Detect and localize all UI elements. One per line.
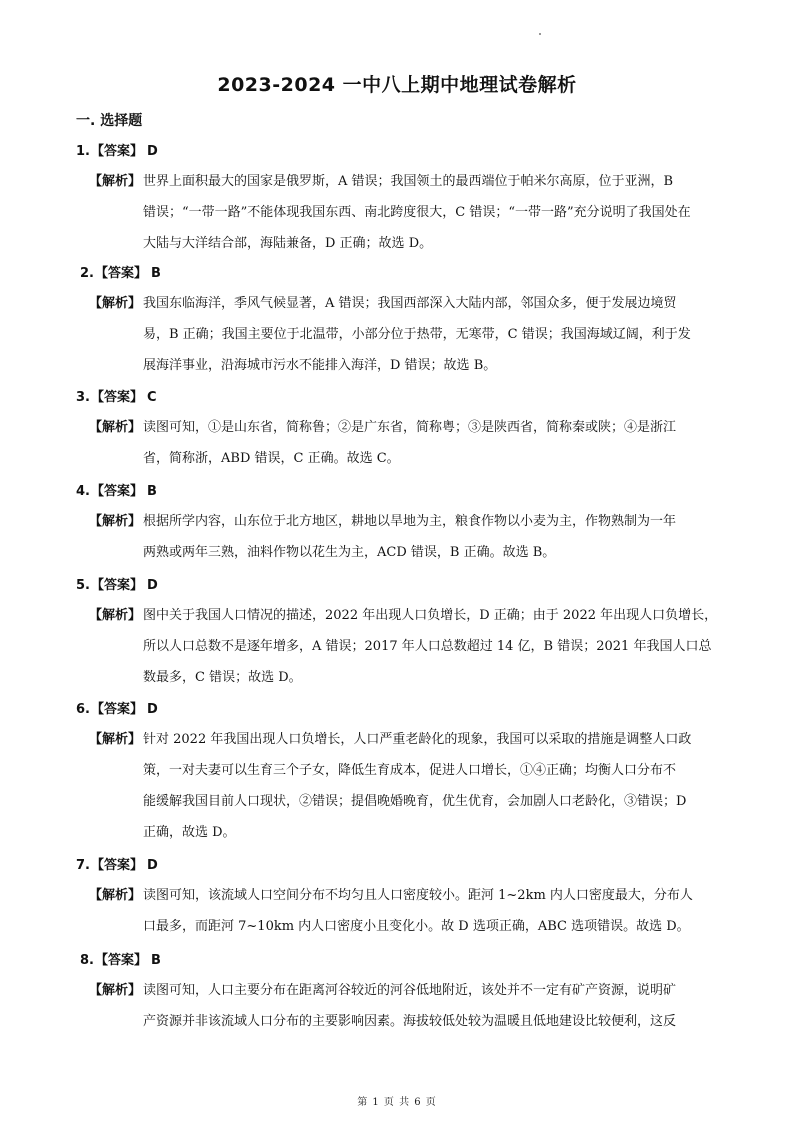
analysis-line: 省，简称浙，ABD 错误，C 正确。故选 C。	[143, 451, 400, 466]
page-title: 2023-2024 一中八上期中地理试卷解析	[217, 74, 577, 96]
answer-tag: 【答案】	[90, 390, 143, 405]
question-number: 7.	[76, 858, 90, 873]
page-footer: 第 1 页 共 6 页	[357, 1097, 437, 1108]
question-answer-line	[76, 577, 158, 595]
answer-letter: B	[147, 484, 157, 499]
section-heading: 一. 选择题	[76, 113, 143, 129]
answer-tag: 【答案】	[90, 484, 143, 499]
question-number: 5.	[76, 578, 90, 593]
analysis-tag: 【解析】	[89, 983, 142, 998]
question-number: 3.	[76, 390, 90, 405]
answer-tag: 【答案】	[90, 858, 143, 873]
analysis-line: 大陆与大洋结合部，海陆兼备，D 正确；故选 D。	[143, 236, 433, 251]
analysis-line: 我国东临海洋，季风气候显著，A 错误；我国西部深入大陆内部，邻国众多，便于发展边境贸	[143, 296, 677, 311]
analysis-line: 易，B 正确；我国主要位于北温带，小部分位于热带，无寒带，C 错误；我国海域辽阔，利于发	[143, 327, 691, 342]
answer-letter: D	[147, 858, 158, 873]
question-answer-line	[76, 389, 157, 407]
answer-letter: B	[151, 953, 161, 968]
analysis-tag: 【解析】	[89, 296, 142, 311]
analysis-tag: 【解析】	[89, 514, 142, 529]
question-number: 8.	[80, 953, 94, 968]
answer-letter: C	[147, 390, 157, 405]
analysis-tag: 【解析】	[89, 174, 142, 189]
analysis-line: 图中关于我国人口情况的描述，2022 年出现人口负增长，D 正确；由于 2022 年出现人口负增长，	[143, 608, 718, 623]
question-answer-line	[76, 701, 158, 719]
analysis-line: 根据所学内容，山东位于北方地区，耕地以旱地为主，粮食作物以小麦为主，作物熟制为一年	[143, 514, 677, 529]
analysis-line: 口最多，而距河 7~10km 内人口密度小且变化小。故 D 选项正确，ABC 选项错误。故选 D。	[143, 919, 690, 934]
analysis-tag: 【解析】	[89, 732, 142, 747]
answer-tag: 【答案】	[90, 578, 143, 593]
analysis-line: 策，一对夫妻可以生育三个子女，降低生育成本，促进人口增长，①④正确；均衡人口分布不	[143, 763, 677, 778]
answer-letter: D	[147, 578, 158, 593]
analysis-line: 错误；“一带一路”不能体现我国东西、南北跨度很大，C 错误；“一带一路”充分说明了我国处在	[143, 205, 691, 220]
answer-tag: 【答案】	[94, 266, 147, 281]
answer-letter: D	[147, 144, 158, 159]
analysis-tag: 【解析】	[89, 420, 142, 435]
question-answer-line	[76, 483, 157, 501]
analysis-line: 正确，故选 D。	[143, 825, 236, 840]
answer-letter: D	[147, 702, 158, 717]
answer-tag: 【答案】	[90, 702, 143, 717]
analysis-tag: 【解析】	[89, 608, 142, 623]
question-number: 1.	[76, 144, 90, 159]
question-number: 6.	[76, 702, 90, 717]
scan-dot	[539, 33, 541, 35]
question-answer-line	[80, 265, 161, 283]
analysis-line: 读图可知，①是山东省，简称鲁；②是广东省，简称粤；③是陕西省，简称秦或陕；④是浙江	[143, 420, 677, 435]
analysis-line: 所以人口总数不是逐年增多，A 错误；2017 年人口总数超过 14 亿，B 错误；2021 年我国人口总	[143, 639, 712, 654]
analysis-line: 两熟或两年三熟，油料作物以花生为主，ACD 错误，B 正确。故选 B。	[143, 545, 556, 560]
question-answer-line	[80, 952, 161, 970]
analysis-line: 针对 2022 年我国出现人口负增长，人口严重老龄化的现象，我国可以采取的措施是调整人口政	[143, 732, 692, 747]
analysis-line: 展海洋事业，沿海城市污水不能排入海洋，D 错误；故选 B。	[143, 358, 497, 373]
question-answer-line	[76, 143, 158, 161]
answer-letter: B	[151, 266, 161, 281]
question-number: 4.	[76, 484, 90, 499]
analysis-line: 能缓解我国目前人口现状，②错误；提倡晚婚晚育，优生优育，会加剧人口老龄化，③错误；D	[143, 794, 687, 809]
analysis-line: 数最多，C 错误；故选 D。	[143, 670, 302, 685]
answer-tag: 【答案】	[94, 953, 147, 968]
analysis-line: 读图可知，该流域人口空间分布不均匀且人口密度较小。距河 1~2km 内人口密度最大，分布人	[143, 888, 693, 903]
analysis-line: 读图可知，人口主要分布在距离河谷较近的河谷低地附近，该处并不一定有矿产资源，说明矿	[143, 983, 677, 998]
answer-tag: 【答案】	[90, 144, 143, 159]
analysis-tag: 【解析】	[89, 888, 142, 903]
analysis-line: 世界上面积最大的国家是俄罗斯，A 错误；我国领土的最西端位于帕米尔高原，位于亚洲，B	[143, 174, 674, 189]
question-answer-line	[76, 857, 158, 875]
analysis-line: 产资源并非该流域人口分布的主要影响因素。海拔较低处较为温暖且低地建设比较便利，这反	[143, 1014, 677, 1029]
question-number: 2.	[80, 266, 94, 281]
